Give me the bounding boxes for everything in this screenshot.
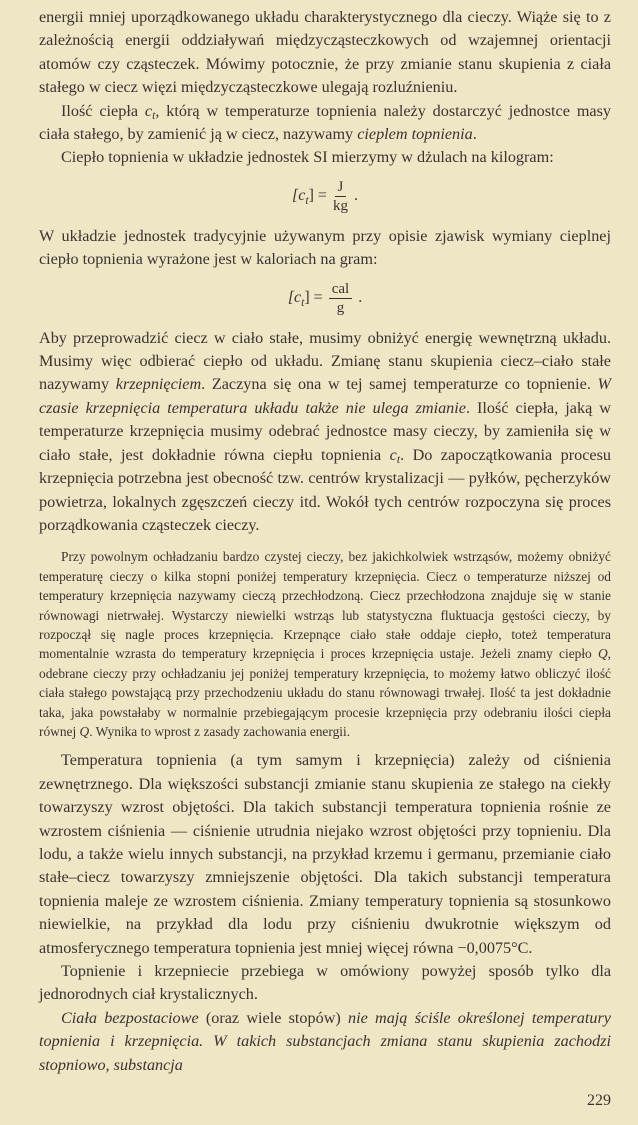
- italic-text: t: [152, 109, 156, 123]
- text-segment: .: [472, 125, 477, 144]
- italic-text: c: [144, 101, 153, 120]
- formula-lhs: [c: [292, 187, 306, 205]
- paragraph-traditional-units: [39, 225, 611, 272]
- formula-eq: ] =: [308, 187, 327, 205]
- italic-text: krzepnięciem: [115, 375, 202, 394]
- italic-text: c: [389, 445, 397, 464]
- text-segment: Aby przeprowadzić ciecz w ciało stałe, musimy obniżyć energię wewnętrzną układu. Musimy więc odbierać ciepło od układu. Zmianę stanu skupienia ciecz–ciało stałe nazywamy: [39, 328, 611, 394]
- text-segment: Ciepło topnienia w układzie jednostek SI mierzymy w dżulach na kilogram:: [61, 148, 554, 167]
- text-segment: (oraz wiele stopów): [198, 1008, 348, 1027]
- paragraph-pressure-dependence: [39, 749, 611, 960]
- text-segment: . Zaczyna się ona w tej samej temperaturze co topnienie.: [201, 375, 598, 394]
- text-segment: , którą w temperaturze topnienia należy dostarczyć jednostce masy ciała stałego, by zamienić ją w ciecz, nazywamy: [39, 101, 611, 144]
- formula-lhs: [c: [287, 289, 302, 307]
- text-segment: Temperatura topnienia (a tym samym i krzepnięcia) zależy od ciśnienia zewnętrznego. Dla większości substancji zmianie stanu skupienia ze stałego na ciekły towarzyszy wzrost objętości. Dla takich substancji temperatura topnienia rośnie ze wzrostem ciśnienia — ciśnienie utrudnia niejako wzrost objętości przy topnieniu. Dla lodu, a także wielu innych substancji, na przykład krzemu i germanu, przemianie ciało stałe–ciecz towarzyszy zmniejszenie objętości. Dla takich substancji temperatura topnienia maleje ze wzrostem ciśnienia. Zmiany temperatury topnienia są stosunkowo niewielkie, na przykład dla lodu przy ciśnieniu dwukrotnie większym od atmosferycznego temperatura topnienia jest mniej więcej równa −0,0075°C.: [39, 751, 611, 957]
- italic-text: Ciała bezpostaciowe: [61, 1008, 199, 1027]
- text-segment: W układzie jednostek tradycyjnie używanym przy opisie zjawisk wymiany cieplnej ciepło topnienia wyrażone jest w kaloriach na gram:: [39, 226, 611, 269]
- text-segment: . Wynika to wprost z zasady zachowania energii.: [89, 723, 351, 739]
- text-segment: energii mniej uporządkowanego układu charakterystycznego dla cieczy. Wiąże się to z zależnością energii oddziaływań międzycząsteczkowych od wzajemnej orientacji atomów czy cząsteczek. Mówimy potocznie, że przy zmianie stanu skupienia z ciała stałego w ciecz więzi międzycząsteczkowe ulegają rozluźnieniu.: [39, 8, 611, 97]
- fraction: [333, 178, 348, 215]
- formula-sub: t: [305, 194, 309, 207]
- text-segment: Przy powolnym ochładzaniu bardzo czystej cieczy, bez jakichkolwiek wstrząsów, możemy obniżyć temperaturę cieczy o kilka stopni poniżej temperatury krzepnięcia. Ciecz o temperaturze niższej od temperatury krzepnięcia nazywamy cieczą przechłodzoną. Ciecz przechłodzona znajduje się w stanie równowagi nietrwałej. Wystarczy niewielki wstrząs lub statystyczna fluktuacja gęstości cieczy, by rozpoczął się nagle proces krzepnięcia. Krzepnące ciało stałe oddaje ciepło, toteż temperatura momentalnie wzrasta do temperatury krzepnięcia i proces krzepnięcia ustaje. Jeżeli znamy ciepło: [39, 549, 611, 662]
- page-body: [39, 0, 611, 1125]
- denominator: kg: [332, 197, 348, 214]
- text-segment: Ilość ciepła: [61, 101, 145, 120]
- small-print-note: [39, 547, 611, 741]
- italic-text: t: [396, 453, 401, 467]
- text-segment: , odebrane cieczy przy ochładzaniu jej poniżej temperatury krzepnięcia, to możemy łatwo obliczyć ilość ciała stałego powstającą przy przechodzeniu układu do stanu równowagi trwałej. Ilość ta jest dokładnie taka, jaka powstałaby w normalnie przebiegającym procesie krzepnięcia przy odebraniu ilości ciepła równej: [39, 646, 611, 739]
- formula-period: .: [353, 187, 358, 205]
- italic-text: W czasie krzepnięcia temperatura układu także nie ulega zmianie: [39, 375, 611, 417]
- formula-period: .: [358, 289, 363, 307]
- numerator: cal: [329, 280, 352, 299]
- paragraph-crystalline: [39, 960, 611, 1007]
- paragraph-intro: [39, 6, 611, 100]
- fraction: [329, 280, 352, 317]
- text-segment: . Ilość ciepła, jaką w temperaturze krzepnięcia musimy odebrać jednostce masy cieczy, by zamieniła się w ciało stałe, jest dokładnie równa ciepłu topnienia: [39, 398, 611, 464]
- italic-text: Q: [597, 646, 608, 662]
- paragraph-amorphous: [39, 1007, 611, 1077]
- formula-cal: [39, 280, 611, 317]
- italic-text: nie mają ściśle określonej temperatury topnienia i krzepnięcia. W takich substancjach zmiana stanu skupienia zachodzi stopniowo, substancja: [39, 1008, 611, 1074]
- formula-eq: ] =: [304, 289, 323, 307]
- denominator: g: [336, 299, 345, 316]
- page-number: 229: [587, 1092, 611, 1110]
- paragraph-si-units: [39, 146, 611, 169]
- numerator: J: [335, 178, 347, 197]
- italic-text: cieplem topnienia: [357, 125, 473, 144]
- paragraph-heat-of-fusion-definition: [39, 100, 611, 147]
- text-segment: . Do zapoczątkowania procesu krzepnięcia potrzebna jest obecność tzw. centrów krystalizacji — pyłków, pęcherzyków powietrza, lokalnych zgęszczeń cieczy itd. Wokół tych centrów rozpoczyna się proces porządkowania cząsteczek cieczy.: [39, 445, 611, 534]
- formula-si: [39, 178, 611, 215]
- text-segment: Topnienie i krzepniecie przebiega w omówiony powyżej sposób tylko dla jednorodnych ciał krystalicznych.: [39, 962, 611, 1004]
- formula-sub: t: [301, 296, 305, 309]
- italic-text: Q: [79, 723, 90, 739]
- paragraph-solidification: [39, 327, 611, 538]
